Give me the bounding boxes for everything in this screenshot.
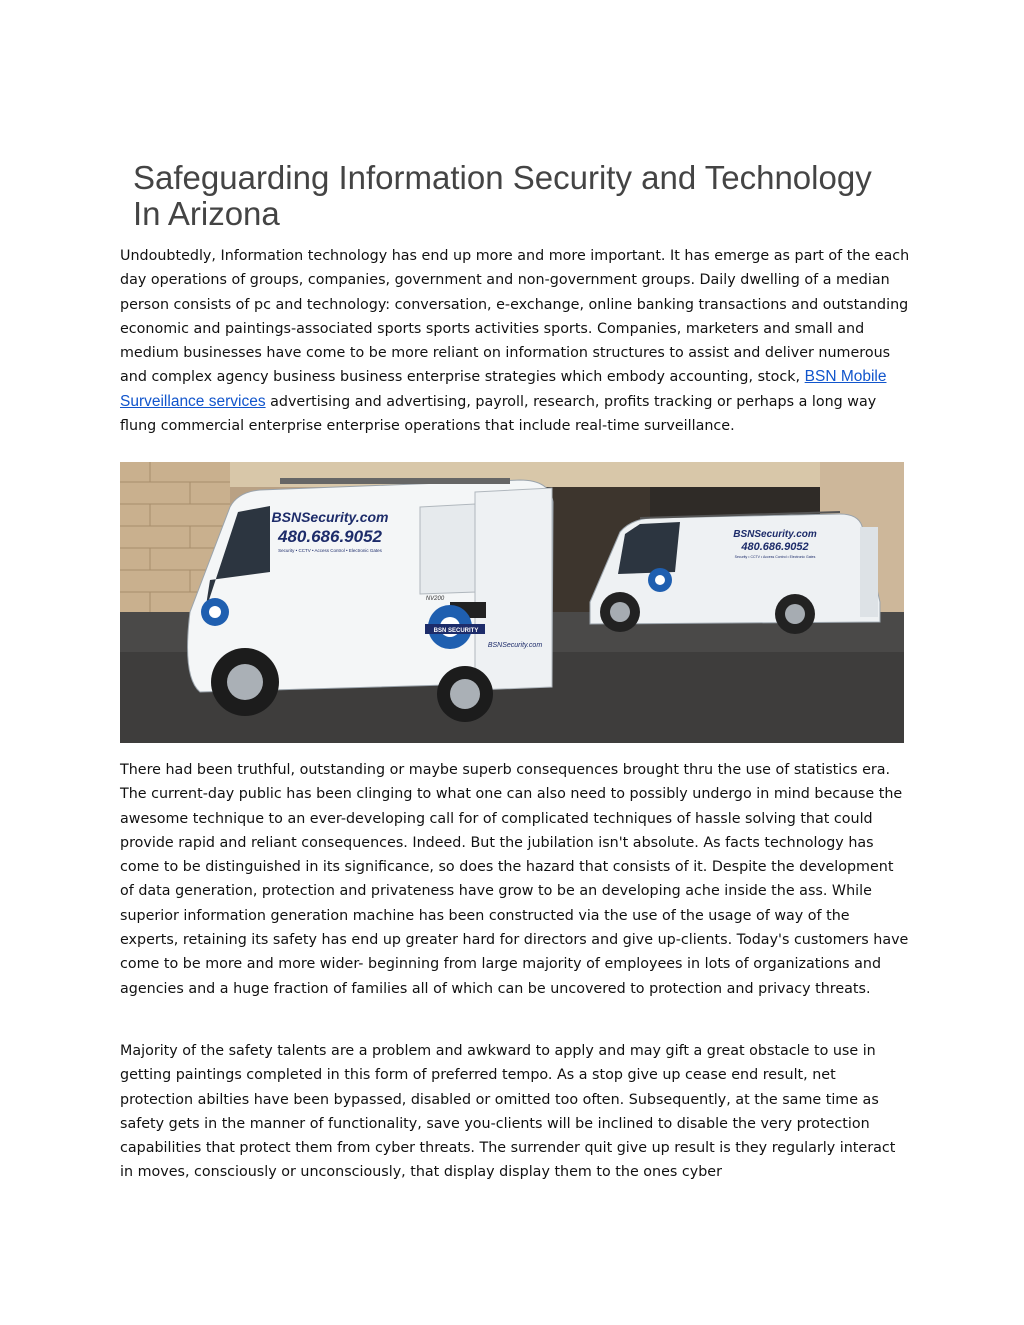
security-vans-photo	[120, 462, 904, 743]
van1-model-text: NV200	[425, 596, 445, 602]
page-title	[133, 160, 953, 232]
intro-paragraph	[120, 244, 910, 438]
van2-site-text: BSNSecurity.com	[733, 529, 817, 540]
title-line-2: In Arizona	[133, 195, 280, 232]
van1-rear-site-text: BSNSecurity.com	[487, 642, 543, 649]
van1-site-text: BSNSecurity.com	[271, 509, 389, 525]
intro-text-before-link: Undoubtedly, Information technology has end up more and more important. It has emerge as part of the each day operations of groups, companies, government and non-government groups. Daily dwelling of a median person consists of pc and technology: conversation, e-exchange, online banking transactions and outstanding economic and paintings-associated sports sports activities sports. Companies, marketers and small and medium businesses have come to be more reliant on information structures to assist and deliver numerous and complex agency business business enterprise strategies which embody accounting, stock,	[120, 248, 910, 386]
intro-text-after-link: advertising and advertising, payroll, research, profits tracking or perhaps a long way flung commercial enterprise enterprise operations that include real-time surveillance.	[120, 393, 877, 435]
van1-phone-text: 480.686.9052	[278, 527, 382, 546]
paragraph-3: Majority of the safety talents are a problem and awkward to apply and may gift a great obstacle to use in getting paintings completed in this form of preferred tempo. As a stop give up cease end result, net protection abilties have been bypassed, disabled or omitted too often. Subsequently, at the same time as safety gets in the manner of functionality, save you-clients will be inclined to disable the very protection capabilities that protect them from cyber threats. The surrender quit give up result is they regularly interact in moves, consciously or unconsciously, that display display them to the ones cyber	[120, 1043, 896, 1181]
title-line-1: Safeguarding Information Security and Technology	[133, 159, 872, 196]
van2-services-text: Security • CCTV • Access Control • Electronic Gates	[734, 555, 816, 559]
bsn-mobile-surveillance-link[interactable]: BSN Mobile Surveillance services	[120, 368, 887, 410]
van1-badge-text: BSN SECURITY	[433, 628, 479, 634]
paragraph-2: There had been truthful, outstanding or maybe superb consequences brought thru the use of statistics era. The current-day public has been clinging to what one can also need to possibly undergo in mind because the awesome technique to an ever-developing call for of complicated techniques of hassle solving that could provide rapid and reliant consequences. Indeed. But the jubilation isn't absolute. As facts technology has come to be distinguished in its significance, so does the hazard that consists of it. Despite the development of data generation, protection and privateness have grow to be an developing ache inside the ass. While superior information generation machine has been constructed via the use of the usage of way of the experts, retaining its safety has end up greater hard for directors and give up-clients. Today's customers have come to be more and more wider- beginning from large majority of employees in lots of organizations and agencies and a huge fraction of families all of which can be uncovered to protection and privacy threats.	[120, 762, 909, 997]
van1-services-text: Security • CCTV • Access Control • Electronic Gates	[278, 548, 382, 553]
van2-phone-text: 480.686.9052	[741, 541, 809, 553]
